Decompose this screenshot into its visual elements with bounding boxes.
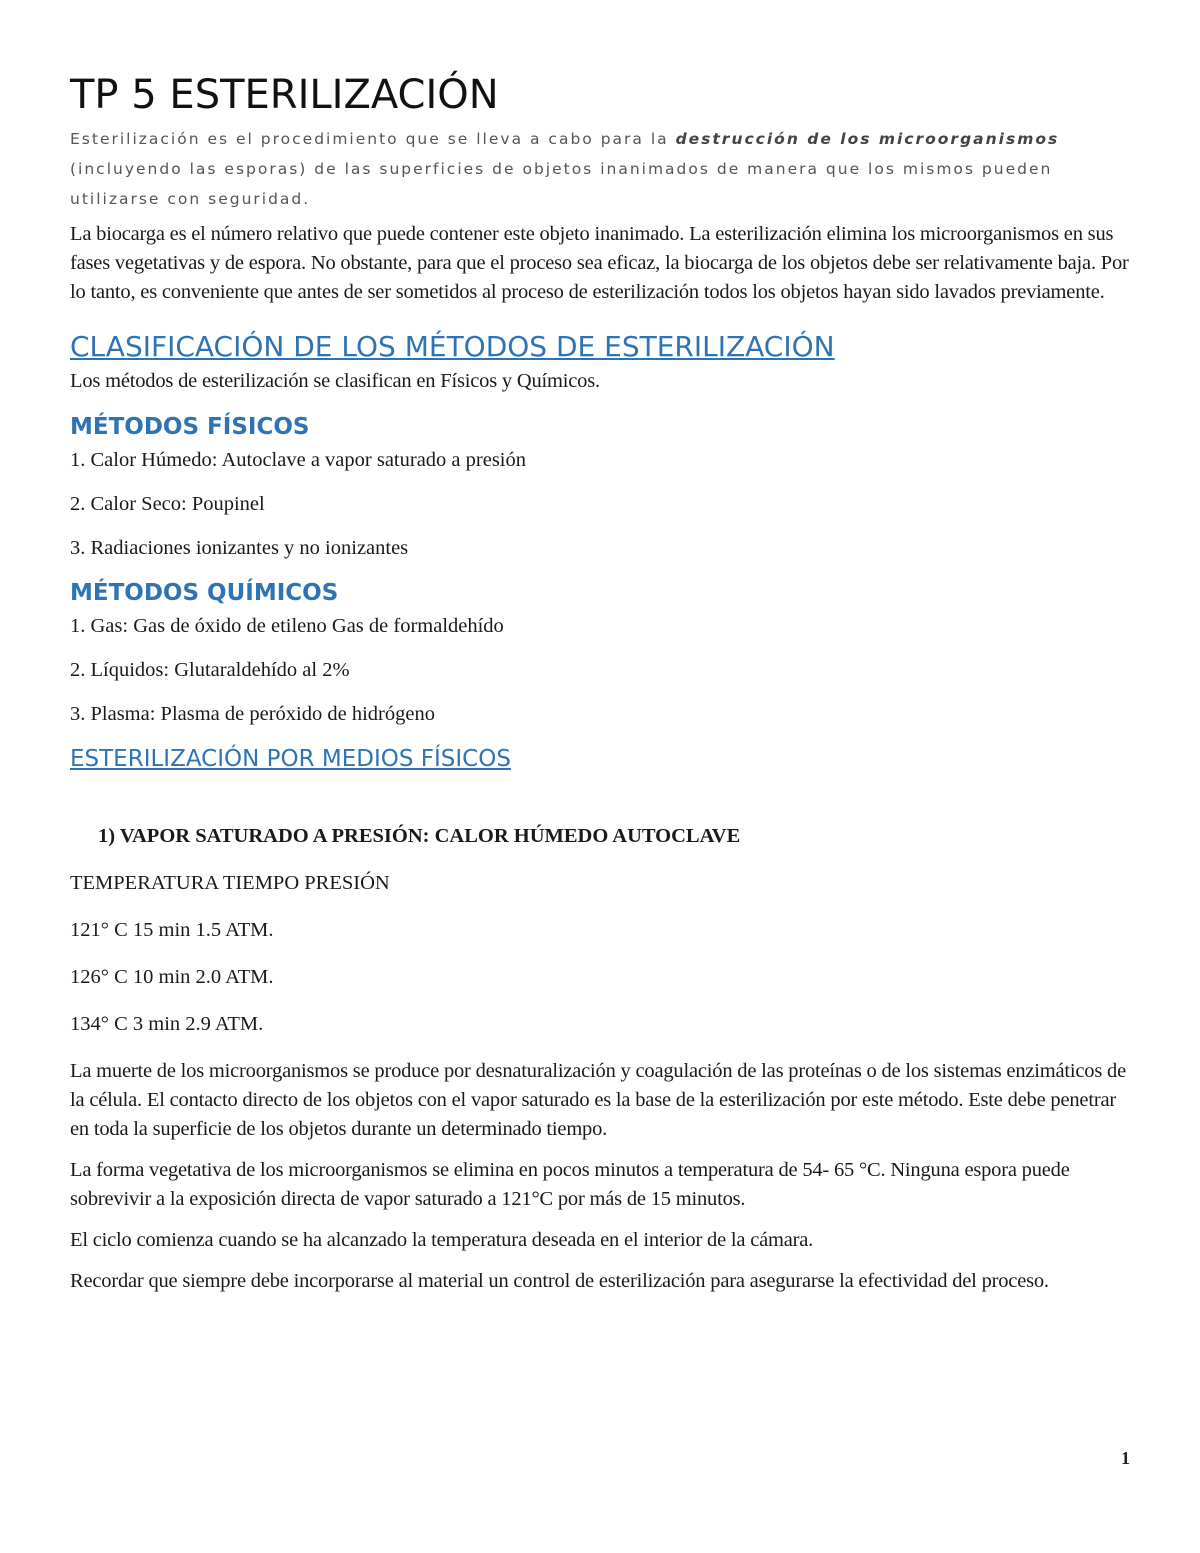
physical-method-item: 3. Radiaciones ionizantes y no ionizantes <box>70 537 409 559</box>
classification-heading[interactable]: CLASIFICACIÓN DE LOS MÉTODOS DE ESTERILIZACIÓN <box>70 330 835 363</box>
chemical-method-item: 2. Líquidos: Glutaraldehído al 2% <box>70 659 350 681</box>
subtitle-pre: Esterilización es el procedimiento que se lleva a cabo para la <box>70 130 676 148</box>
document-content <box>70 66 1130 1308</box>
physical-method-item: 2. Calor Seco: Poupinel <box>70 493 265 515</box>
table-header: TEMPERATURA TIEMPO PRESIÓN <box>70 872 390 894</box>
physical-method-item: 1. Calor Húmedo: Autoclave a vapor saturado a presión <box>70 449 526 471</box>
intro-paragraph: La biocarga es el número relativo que puede contener este objeto inanimado. La esterilización elimina los microorganismos en sus fases vegetativas y de espora. No obstante, para que el proceso sea eficaz, la biocarga de los objetos debe ser relativamente baja. Por lo tanto, es conveniente que antes de ser sometidos al proceso de esterilización todos los objetos hayan sido lavados previamente. <box>70 223 1129 303</box>
chemical-method-item: 3. Plasma: Plasma de peróxido de hidrógeno <box>70 703 435 725</box>
body-paragraph: El ciclo comienza cuando se ha alcanzado la temperatura deseada en el interior de la cámara. <box>70 1229 814 1251</box>
subtitle <box>70 124 1130 214</box>
physical-methods-heading: MÉTODOS FÍSICOS <box>70 414 310 440</box>
body-paragraph: La muerte de los microorganismos se produce por desnaturalización y coagulación de las proteínas o de los sistemas enzimáticos de la célula. El contacto directo de los objetos con el vapor saturado es la base de la esterilización por este método. Este debe penetrar en toda la superficie de los objetos durante un determinado tiempo. <box>70 1060 1127 1140</box>
autoclave-subheading: 1) VAPOR SATURADO A PRESIÓN: CALOR HÚMEDO AUTOCLAVE <box>98 825 741 847</box>
page-title: TP 5 ESTERILIZACIÓN <box>70 72 499 118</box>
body-paragraph: Recordar que siempre debe incorporarse al material un control de esterilización para asegurarse la efectividad del proceso. <box>70 1270 1049 1292</box>
table-row: 126° C 10 min 2.0 ATM. <box>70 966 274 988</box>
classification-text: Los métodos de esterilización se clasifican en Físicos y Químicos. <box>70 370 600 392</box>
chemical-methods-heading: MÉTODOS QUÍMICOS <box>70 580 339 606</box>
subtitle-emphasis: destrucción de los microorganismos <box>675 130 1060 148</box>
chemical-method-item: 1. Gas: Gas de óxido de etileno Gas de formaldehído <box>70 615 504 637</box>
page-number: 1 <box>1121 1448 1130 1468</box>
body-paragraph: La forma vegetativa de los microorganismos se elimina en pocos minutos a temperatura de 54- 65 °C. Ninguna espora puede sobrevivir a la exposición directa de vapor saturado a 121°C por más de 15 minutos. <box>70 1159 1070 1210</box>
table-row: 134° C 3 min 2.9 ATM. <box>70 1013 264 1035</box>
table-row: 121° C 15 min 1.5 ATM. <box>70 919 274 941</box>
subtitle-post: (incluyendo las esporas) de las superficies de objetos inanimados de manera que los mismos pueden utilizarse con seguridad. <box>70 160 1053 208</box>
physical-section-heading[interactable]: ESTERILIZACIÓN POR MEDIOS FÍSICOS <box>70 746 511 772</box>
